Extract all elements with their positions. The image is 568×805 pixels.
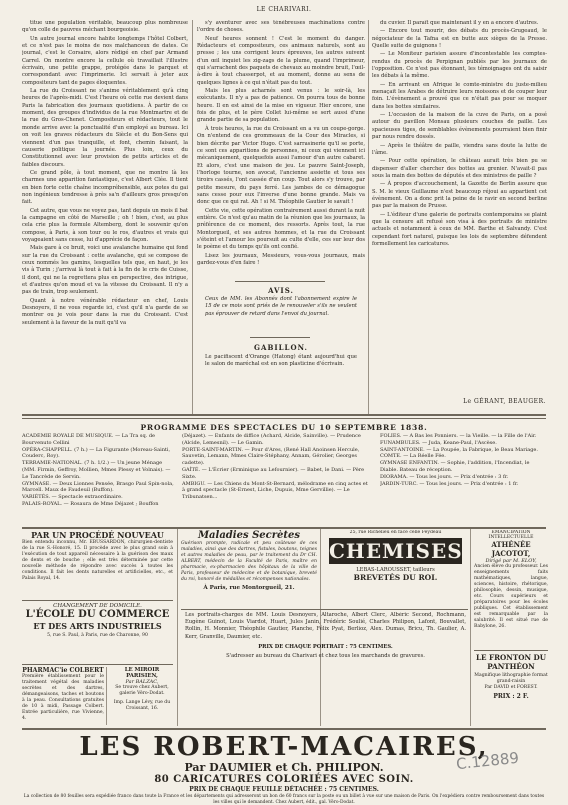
ad-address: Imp. Lange Lévy, rue du Croissant, 16. [113,700,171,711]
robert-macaires-price: PRIX DE CHAQUE FEUILLE DÉTACHÉE : 75 CENTIMES. [189,786,379,793]
paragraph: — Après le théâtre de paille, viendra sans doute la lutte de l'âme. [372,142,547,156]
paragraph: Cette vie, cette opération contrairement aussi durant la nuit entière. Ce n'est qu'au matin de la réunion que les journaux, la préférence de ce moment, des ressorts. Après tout, la rue Montorgueil, et ses autres hommes, et la rue du Croissant s'éteint et l'amour les poursuit au culte d'elle, ces sur leur dos le poème et du temps qu'ils ont confié. [197,207,365,251]
divider [22,414,546,416]
avis-title: AVIS. [268,286,294,295]
ad-address: LEBAS-LAROUSSET, tailleurs [356,567,435,573]
ad-fronton [474,653,548,725]
programme-entry: VARIÉTÉS. — Spectacle extraordinaire. [22,494,123,501]
divider [181,609,468,610]
ad-chemises [323,530,468,606]
ad-miroir [109,667,175,725]
paragraph: Ce grand pôle, à tout moment, que ne montre là les charmes une apparition fantastique, c'est Albert Clée. Il tient en bien forte cette chaîne incompréhensible, aux potes du gai non ingénieux tendresse à près sa'n d'ailleurs gros presqu'on fait. [22,169,188,206]
gerant-signature: Le GÉRANT, BEAUGER. [463,398,546,405]
avis-text: Ceux de MM. les Abonnés dont l'abonnement expire le 15 de ce mois sont priés de le renouveler s'ils ne veulent pas éprouver de retard dans l'envoi du journal. [205,296,357,317]
ad-subtitle: Par BALZAC, [125,679,159,685]
ad-procede [22,530,173,598]
divider [235,281,325,282]
ad-text: Bien entendu inconnu, Mr. EBUSSARDON, chirurgien-dentiste de la rue S.-Honoré, 15. Il procède avec le plus grand soin à l'exécution de tout appareil nécessaire à la guérison des maux de dents et de bouche ; elle est très déterminée par cette nouvelle méthode de répondre avec succès à toutes les conditions. Il fait les dents naturelles et artificielles, etc., et Palais Royal, 14. [22,540,173,581]
programme-entry: FUNAMBULES. — Juda, Keane-Paul, l'Ascèse. [380,439,497,446]
programme-entry: PALAIS-ROYAL. — Rosaura de Mme Déjazet ; Bouffon [22,500,159,507]
ad-title: ATHÉNÉE JACOTOT, [491,540,531,558]
programme-column-1 [22,433,174,525]
programme-entry: JARDIN-TURC. — Tous les jours. — Prix d'entrée : 1 fr. [380,480,519,487]
ad-price: PRIX : 2 F. [493,693,529,700]
ad-text: Se trouve chez Aubert, galerie Véro-Dodat. [115,685,169,696]
ad-address: À Paris, rue Montorgueil, 21. [203,585,295,591]
ad-maladies [181,530,317,606]
article-column-3 [372,20,547,380]
programme-title: PROGRAMME DES SPECTACLES DU 10 SEPTEMBRE 1838. [140,423,428,432]
ad-note: S'adresser au bureau du Charivari et chez tous les marchands de gravures. [226,652,425,659]
programme-entry: FOLIES. — A Bas les Ponniers. — la Vieille. — la Fille de l'Air. [380,433,537,439]
column-rule [368,20,369,415]
programme-column-3 [380,433,546,525]
robert-macaires-foot: La collection de 80 feuilles sera expédiée franco dans toute la France et les départements qui adresseront un bon de 60 francs sur la poste ou un billet à vue sur une maison de Paris. On l'expédiera contre remboursement dans toutes les villes qui le demandent. Chez Aubert, édit., gal. Véro-Dodat. [23,794,545,805]
paragraph: — Pour cette opération, le château aurait très bien pu se dispenser d'aller chercher des bottes au grenier. N'avait-il pas sous la main des bottes de députés et des ministres de paille ? [372,158,547,179]
paragraph: — L'éditeur d'une galerie de portraits contemporains se plaint que la censure ait refusé son visa à des portraits de ministre actuels et notamment à ceux de MM. Barthe et Salvandy. C'est cependant fort naturel, puisque les lois de septembre défendent formellement les caricatures. [372,211,547,247]
programme-entry: (Déjazet). — Enfants de diffice (Achard, Alcide, Sainville). — Prudence (Alcide, Lemesnil). — Le Gamin. [182,433,361,446]
paragraph: — Le Moniteur parisien assure d'incontestable les comptes-rendus du procès de Perpignan publiés par les journaux de l'opposition. Ce n'est pas étonnant, les témoignages ont du saisir les débats à la même. [372,51,547,80]
ad-title: ET DES ARTS INDUSTRIELS [33,621,162,631]
ad-title: PHARMAC'ie COLBERT [22,667,104,674]
ad-address: 5, rue S. Paul, à Paris, rue de Charonne, 90 [47,633,148,638]
paragraph: — En arrivant en Afrique le comte-ministre du juste-milieu menaçait les Arabes de détruire leurs moissons et de couper leur foin. L'évènement a prouvé que ce n'était pas pour se moquer dans les bottes similaires. [372,81,547,110]
paragraph: Lisez les journaux, Messieurs, vous-vous journaux, mais gardez-vous d'en faire ! [197,252,365,266]
divider [22,527,546,529]
ad-title: L'ÉCOLE DU COMMERCE [25,609,170,620]
ad-text: Première établissement pour le traitement végétal des maladies secrètes et des dartres, démangeaisons, taches et boutons à la peau. Consultations gratuites de 10 à midi, Passage Colbert. Entrée particulière, rue Vivienne, 4. [22,674,104,721]
ad-title: Maladies Secrètes [197,530,300,541]
paragraph: titue une population véritable, beaucoup plus nombreuse qu'on colle de pauvres méchant bourgeoisie. [22,20,188,34]
ad-ecole [22,603,173,661]
divider [22,664,173,665]
column-rule [177,529,178,726]
gabillon-title: GABILLON. [254,343,308,352]
divider [22,728,546,730]
programme-entry: AMBIGU. — Les Chiens du Mont-St-Bernard, mélodrame en cinq actes et à grand spectacle (St-Ernest, Liche, Dupuis, Mme Gervillie). — Le Tribunatsen... [182,480,368,501]
robert-macaires-authors: Par DAUMIER et Ch. PHILIPON. [184,761,384,774]
column-rule [106,667,107,725]
programme-entry: TERRAMIE-NATIONAL. (7 h. 1/2.) — Un jeune Ménage (MM. Firmin, Geffroy, Mollien, Mmes Plessy et Volnais). — Le Tancrède de Servin. [22,460,171,480]
programme-entry: SAINT-ANTOINE. — La Poupée, la Fabrique, le Beau Mariage. [380,446,538,453]
paragraph: Mais gare à ce bruit, voici une avalanche humaine qui fond sur la rue du Croissant : cette avalanche, qui se compose de ceux nommés les gamins, lesquelles tels que, en haut, je les vis à Turin ; j'arrivai là tout à fait à la fin de le cris de Cuisse, il dont, qui ne la regrettera plus en perspective, des intrigue, et d'autres qu'on moud et va la vitesse du Croissant. Il n'y a pas de train, trop seulement. [22,245,188,296]
ad-subtitle: Magnifique lithographie format grand-raisin [474,673,548,684]
divider [22,418,546,419]
paragraph: du cuvier. Il paraît que maintenant il y en a encore d'autres. [380,20,539,26]
ad-pharmacie [22,667,104,725]
robert-macaires-count: 80 CARICATURES COLORIÉES AVEC SOIN. [154,774,414,785]
paragraph: Cet autre, que vous ne voyez pas, tant depuis un mois il bat la campagne en côté de Marseille ; oh ! bien, c'est, au plus cela crie plus la formule Altemberg, dont le souvenir qu'on compose, à Paris, à son tour ou le ros, d'autres et vrais qui voyageaient sans cesse, lui d'apprécie de façon. [22,207,188,243]
paragraph: s'y aventurer avec ses ténébreuses machinations contre l'ordre de choses. [197,20,365,34]
ad-title: LE FRONTON DU PANTHÉON [475,653,547,671]
archive-stamp: C.12889 [455,748,520,774]
divider [474,650,548,651]
gabillon-text: Le pacifiscent d'Orange (Hatong) étant aujourd'hui que le salon de maréchal est en son plasticine d'écrivain. [205,354,357,368]
ad-address: 25, rue Richelieu en face celle Feydeau [349,530,442,535]
ad-subtitle: BREVETÉS DU ROI. [353,573,438,582]
programme-entry: OPÉRA-CHAPPELL. (7 h.) — La Figurante (Moreau-Sainti, Couderc, Roy). [22,446,171,460]
programme-entry: GAÎTÉ. — L'Écrier (Erminique au Lefournier). — Babet, le Dani. — Père Sixte. [182,466,365,480]
ad-subtitle: ÉMANCIPATION INTELLECTUELLE [488,530,534,540]
paragraph: Neuf heures sonnent ! C'est le moment du danger. Rédacteurs et compositeurs, ces animaux naturels, sont au presse ; les uns corrigent leurs épreuves, les autres suivent d'un œil inquiet les zig-zags de la plume, quand l'imprimeur, qui s'arrachent des paquets de chevaux au moindre bruit, l'œil-à-dire à tout chasserpot, et au moment, donne au sens de quelques lignes à ce qui n'était pas du tout. [197,35,365,86]
article-column-2 [197,20,365,285]
ad-title: LE MIROIR PARISIEN, [124,667,160,679]
programme-entry: ACADÉMIE ROYALE DE MUSIQUE. — La Tra sq. de Bourvenuto Cellini [22,433,155,446]
paragraph: — L'occasion de la maison de la cuve de Paris, on a posé autour du pavillon Monsau plusieurs couches de paille. Les spacieuses tiges, de semblables évènements pourraient bien finir par nous rendre dossés. [372,112,547,141]
ad-text: Guérison prompte, radicale et peu coûteuse de ces maladies, ainsi que des dartres, fistules, boutons, teignes et autres maladies de peau, par le traitement du Dr CH. ALBERT, médecin de la Faculté de Paris, maître en pharmacie, ex-pharmacien des hôpitaux de la ville de Paris, professeur de médecine et de botanique, breveté du roi, honoré de médailles et récompenses nationales. [181,541,317,582]
programme-entry: DIORAMA. — Tous les jours. — Prix d'entrée : 3 fr. [380,473,509,480]
divider [250,337,310,338]
robert-macaires-title: LES ROBERT-MACAIRES, [79,732,489,762]
divider [22,600,173,601]
programme-entry: COMTE. — La Réelle Fée. [380,453,446,460]
column-rule [470,529,471,726]
paragraph: Un autre journal encore habite longtemps l'hôtel Colbert, et ce n'est pas le moins de nos malchanceux de dates. Ce journal, c'est le Corsaire, alors rédigé en chef par Armand Carrel. On montre encore la cellule où travaillait l'illustre écrivain, une petite grappe, protégée dans le parquet et correspondant avec l'imprimerie. Ici servait à jeter aux compositeurs tant de pages éloquentes. [22,35,188,86]
ad-text: Ancien élève du professeur. Les enseignements faits mathématiques, langue, sciences, histoire, rhétorique, philosophie, dessin, musique, etc. Cours supérieurs et préparatoires pour les écoles publiques. Cet établissement est remarquable par la salubrité. Il est situé rue de Babylone, 26. [474,564,548,629]
article-column-1 [22,20,188,415]
ad-title: CHEMISES [329,539,463,563]
ad-athenee [474,530,548,648]
programme-entry: PORTE-SAINT-MARTIN. — Pour d'Ares, (René Hall Anoinsen Hercule, Sauvetin, Lemann, Mmes Claire-Stéphany, Annam, Gérolier, Georges cadette). [182,446,360,467]
paragraph: — Encore tout mourir, des débats du procès-Grugeaud, le négociateur de la Tafna est en butte aux sièges de la Presse. Quelle suite de guignons ! [372,28,547,50]
ad-subtitle: CHANGEMENT DE DOMICILE. [53,603,142,609]
ad-text: Les portraits-charges de MM. Louis Desnoyers, Altaroche, Albert Clerc, Albéric Second, Rochmann, Eugène Guinot, Louis Viardot, Huart, Jules Janin, Frédéric Soulié, Charles Philipon, Lafont, Bouvallet, Rollin, H. Monnier, Théophile Gautier, Planche, Félix Pyat, Berlioz, Alex. Dumas, Bricu, Th. Gaulier, A. Kerr, Granville, Daumier, etc. [185,612,466,640]
ad-price: PRIX DE CHAQUE PORTRAIT : 75 CENTIMES. [258,643,393,650]
running-header [22,6,546,16]
column-rule [192,20,193,415]
paragraph: Quant à notre vénérable rédacteur en chef, Louis Desnoyers, il ne vous regarde ici, c'est qu'il n'a garde de se montrer ou je vois pour dans la rue du Croissant. C'est seulement à la faveur de la nuit qu'il va [22,297,188,326]
programme-column-2 [182,433,372,525]
programme-entry: GYMNASE ENFANTIN. — Sophie, l'addition, l'Incendiat, le Diable. Bateau de réception. [380,460,530,473]
ad-portraits [185,612,466,725]
programme-entry: GYMNASE. — Deux Lionnes Pensée, Brasgo Paul Spin-nola, Marcell. Maux de Faudeuil (Buffon). [22,480,174,494]
header-title: LE CHARIVARI. [256,6,312,13]
paragraph: — À propos d'accouchement, la Gazette de Berlin assure que S. M. le vieux Guillaume n'est beaucoup réjoui au appartient cet évènement. On a donc prit la peine de le ravir en second berline pas par la maison de Prusse. [372,181,547,210]
paragraph: À trois heures, la rue du Croissant en a vu un coupe-gorge. On n'entend de ces grommeaux de la Cour des Miracles, si bien décrite par Victor Hugo. C'est sarrasinerie qu'il se porte, ce sont ces apparitions de personnes, ni ceux qui viennent ici mécaniquement, quelquefois aussi l'amour d'un autre cabaret. Et alors, c'est une maison de jeu. Le pauvre Saint-Joseph, l'horloge tourne, son avocat, l'ancienne assiette et tous ses tiroirs cassés, l'ont cassée d'un coup. Tout alors s'y trouve, par petite mesure, du pays ferré. Les jambes de ce démagogue sans cesse pour eux l'inverse d'une bonne grande. Mais va donc que ce qui rat. Ah ! si M. Théophile Gautier le savait ! [197,125,365,206]
paragraph: Mais les plus acharnés sont venus : le soir-là, les exécutants. Il n'y a pas de patience. On pourra tous de bonne heure. Il en est ainsi de la mise en vigueur. Hier encore, une fois de plus, et le père Collet lui-même se sert aussi d'une grande partie de sa population. [197,88,365,124]
ad-credit: Par DAVID et FOREST. [484,685,538,690]
ad-title: PAR UN PROCÉDÉ NOUVEAU [31,530,164,540]
ad-subtitle: Dirigé par M. ELOY, [485,558,537,564]
paragraph: La rue du Croissant ne s'anime véritablement qu'à cinq heures de l'après-midi. C'est l'heure où cette rue devient dans Paris la fabrication des journaux quotidiens. À partir de ce moment, des groupes d'individus de la rue Montmartre et de la rue du Gros-Chenet. Compositeurs et rédacteurs, tout le monde arrive avec la ponctualité d'un employé au bureau. Ici on voit les graves rédacteurs du Siècle et du Bon-Sens qui viennent d'un pas tranquille, et font, chemin faisant, la causerie politique la journée. Plus loin, ceux du Constitutionnel avec leur provision de petits articles et de faibles discours. [22,88,188,168]
